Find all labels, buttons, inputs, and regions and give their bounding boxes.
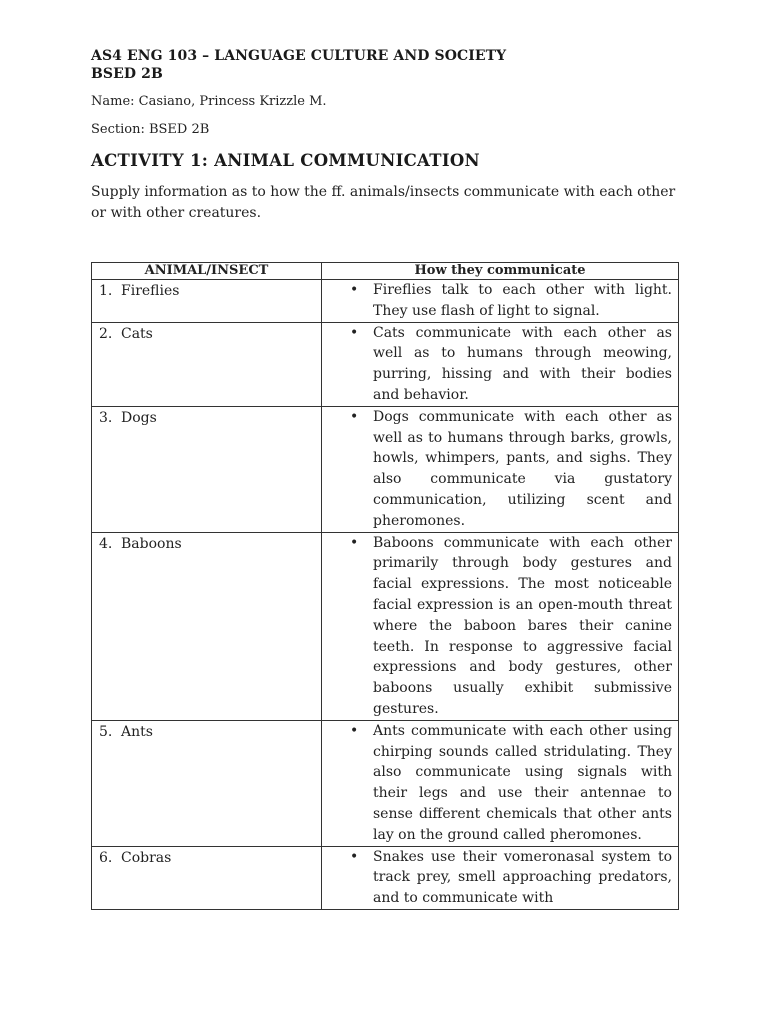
table-header-row <box>92 263 679 280</box>
how-cell <box>322 532 679 720</box>
communication-table <box>91 262 679 910</box>
how-text: Ants communicate with each other using chirping sounds called stridulating. They also communicate using signals with their legs and use their antennae to sense different chemicals that other ants lay on the ground called pheromones. <box>373 722 672 843</box>
animal-cell <box>92 846 322 909</box>
table-row <box>92 406 679 532</box>
table-row <box>92 720 679 846</box>
animal-name: Baboons <box>121 535 182 552</box>
animal-cell <box>92 720 322 846</box>
header-animal: ANIMAL/INSECT <box>92 263 322 280</box>
course-heading <box>91 47 506 83</box>
student-name: Name: Casiano, Princess Krizzle M. <box>91 94 327 109</box>
animal-name: Cobras <box>121 849 172 866</box>
how-cell <box>322 406 679 532</box>
how-text: Snakes use their vomeronasal system to track prey, smell approaching predators, and to communicate with <box>373 848 672 907</box>
row-number: 3. <box>99 409 113 426</box>
bullet-icon: • <box>350 534 359 551</box>
student-section: Section: BSED 2B <box>91 122 210 137</box>
row-number: 5. <box>99 723 113 740</box>
animal-name: Dogs <box>121 409 157 426</box>
bullet-icon: • <box>350 848 359 865</box>
how-cell <box>322 280 679 323</box>
animal-cell <box>92 322 322 406</box>
row-number: 4. <box>99 535 113 552</box>
bullet-icon: • <box>350 408 359 425</box>
animal-cell <box>92 532 322 720</box>
row-number: 2. <box>99 325 113 342</box>
animal-name: Fireflies <box>121 283 180 299</box>
animal-cell <box>92 280 322 323</box>
how-text: Baboons communicate with each other primarily through body gestures and facial expressions. The most noticeable facial expression is an open-mouth threat where the baboon bares their canine teeth. In response to aggressive facial expressions and body gestures, other baboons usually exhibit submissive gestures. <box>373 534 672 717</box>
bullet-icon: • <box>350 324 359 341</box>
how-text: Dogs communicate with each other as well as to humans through barks, growls, howls, whimpers, pants, and sighs. They also communicate via gustatory communication, utilizing scent and pheromones. <box>373 408 672 529</box>
course-section: BSED 2B <box>91 66 163 82</box>
course-title: AS4 ENG 103 – LANGUAGE CULTURE AND SOCIETY <box>91 48 507 64</box>
row-number: 6. <box>99 849 113 866</box>
table-row <box>92 322 679 406</box>
animal-name: Ants <box>121 723 153 740</box>
bullet-icon: • <box>350 722 359 739</box>
activity-instructions: Supply information as to how the ff. animals/insects communicate with each other or with other creatures. <box>91 184 676 221</box>
table-row <box>92 280 679 323</box>
how-cell <box>322 720 679 846</box>
animal-name: Cats <box>121 325 153 342</box>
how-cell <box>322 846 679 909</box>
how-cell <box>322 322 679 406</box>
how-text: Fireflies talk to each other with light. They use flash of light to signal. <box>373 282 672 319</box>
row-number: 1. <box>99 283 113 299</box>
animal-cell <box>92 406 322 532</box>
how-text: Cats communicate with each other as well as to humans through meowing, purring, hissing and with their bodies and behavior. <box>373 324 672 403</box>
activity-title: ACTIVITY 1: ANIMAL COMMUNICATION <box>91 151 480 170</box>
bullet-icon: • <box>350 282 359 298</box>
header-how: How they communicate <box>322 263 679 280</box>
table-row <box>92 846 679 909</box>
table-row <box>92 532 679 720</box>
